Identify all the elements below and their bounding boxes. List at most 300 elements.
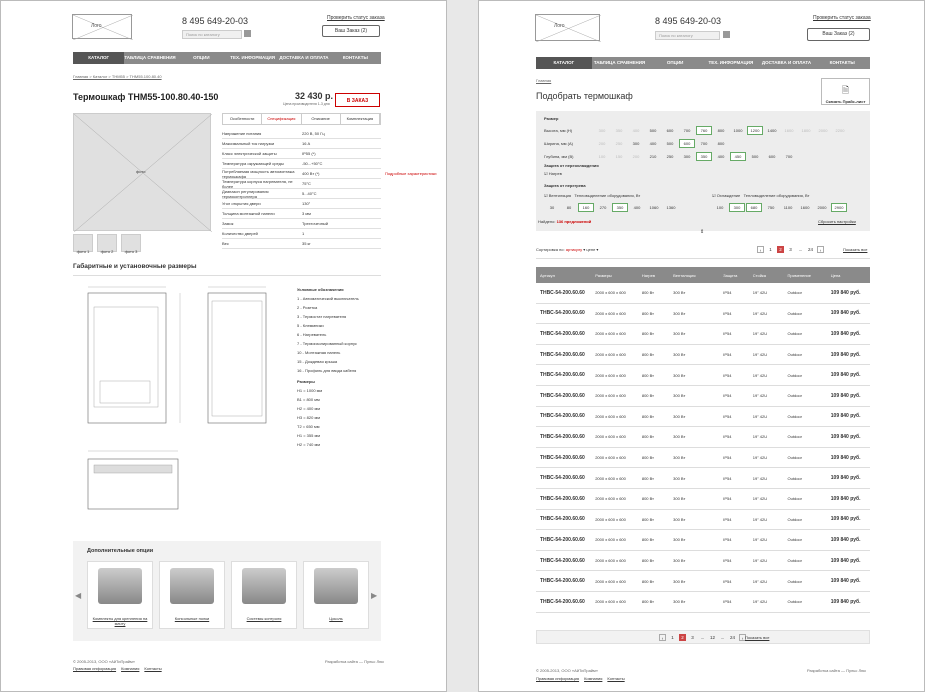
table-row[interactable] [536, 407, 870, 428]
price: 32 430 р. [295, 91, 334, 101]
page-link[interactable]: 2 [679, 634, 686, 641]
option-label: Консольные полки [174, 616, 210, 621]
dim-option[interactable]: 300 [632, 141, 640, 146]
cell: 800 Вт [641, 352, 654, 358]
cell: ТНВС-54-200.60.60 [540, 516, 585, 523]
found-label: Найдено: [538, 219, 556, 224]
cell: 109 840 руб. [830, 392, 861, 399]
spec-value: -50...+50°С [302, 161, 323, 166]
cell: 2000 х 600 х 600 [595, 578, 626, 584]
table-row[interactable] [536, 365, 870, 386]
found-count: 136 предложений [556, 219, 592, 224]
cell: IP54 [723, 290, 732, 296]
column-header[interactable]: Нагрев [641, 272, 655, 278]
cool-option[interactable]: 2000 [817, 205, 827, 210]
search-icon[interactable] [723, 31, 730, 38]
cell: 19" 42U [752, 578, 768, 584]
vent-option[interactable]: 1360 [666, 205, 676, 210]
order-status-link[interactable]: Проверить статус заказа [327, 15, 385, 21]
cell: ТНВС-54-200.60.60 [540, 598, 585, 605]
cell: 2000 х 600 х 600 [595, 475, 626, 481]
vent-option[interactable]: 400 [633, 205, 641, 210]
cell: ТНВС-54-200.60.60 [540, 557, 585, 564]
cell: 109 840 руб. [830, 289, 861, 296]
vent-option[interactable]: 350 [612, 203, 628, 212]
next-arrow-icon[interactable]: ▶ [371, 591, 378, 600]
order-status-link[interactable]: Проверить статус заказа [813, 15, 871, 21]
cell: 2000 х 600 х 600 [595, 434, 626, 440]
dim-option[interactable]: 700 [700, 141, 708, 146]
dim-option[interactable]: 100 [598, 154, 606, 159]
bracket-kit-icon [98, 568, 142, 604]
cart-button[interactable]: Ваш Заказ (2) [807, 28, 870, 41]
cell: 19" 42U [752, 516, 768, 522]
table-row[interactable] [536, 324, 870, 345]
reset-filters-link[interactable]: Сбросить настройки [818, 219, 856, 224]
next-page-icon[interactable]: › [817, 246, 824, 253]
table-row[interactable] [536, 510, 870, 531]
table-header [536, 267, 870, 283]
cell: ТНВС-54-200.60.60 [540, 330, 585, 337]
cell: ТНВС-54-200.60.60 [540, 578, 585, 585]
nav-item[interactable]: ОПЦИИ [666, 60, 684, 65]
cell: 109 840 руб. [830, 413, 861, 420]
footer-link[interactable]: Правовая информация [73, 666, 117, 671]
dim-option[interactable]: 300 [683, 154, 691, 159]
nav-item[interactable]: КОНТАКТЫ [829, 60, 855, 65]
spec-name: Потребляемая мощность автомонтажа термошкафа [222, 168, 295, 179]
product-page [0, 0, 447, 692]
dim-option[interactable]: 800 [717, 128, 725, 133]
table-row[interactable] [536, 571, 870, 592]
table-row[interactable] [536, 304, 870, 325]
logo-text: Лого [554, 23, 565, 29]
cell: IP54 [723, 434, 732, 440]
overheat-label: Защита от перегрева [544, 183, 586, 188]
page-link[interactable]: 12 [709, 635, 715, 640]
vent-option[interactable]: 80 [566, 205, 572, 210]
cell: 2000 х 600 х 600 [595, 496, 626, 502]
dim-row [544, 124, 864, 137]
spec-note[interactable]: Подробные характеристики [385, 171, 437, 176]
logo[interactable] [72, 14, 132, 39]
tab-2[interactable]: Спецификация [262, 114, 301, 124]
size-item: H1 = 355 мм [297, 433, 320, 438]
main-nav [536, 57, 870, 69]
spec-name: Температура корпуса нагревателя, не более [222, 178, 293, 189]
cell: 109 840 руб. [830, 351, 861, 358]
thumb-3[interactable] [121, 234, 141, 252]
cell: 800 Вт [641, 496, 654, 502]
cell: 2000 х 600 х 600 [595, 599, 626, 605]
page-link[interactable]: 2 [777, 246, 784, 253]
footer-link[interactable]: Контакты [144, 666, 162, 671]
cell: Outdoor [787, 310, 802, 316]
page-link[interactable]: 24 [807, 247, 813, 252]
nav-item[interactable]: ДОСТАВКА И ОПЛАТА [279, 55, 329, 60]
spec-name: Угол открытия двери [222, 201, 261, 206]
cell: 300 Вт [673, 310, 686, 316]
size-item: H3 = 820 мм [297, 415, 320, 420]
dim-option[interactable]: 150 [615, 154, 623, 159]
cell: Outdoor [787, 372, 802, 378]
dim-option[interactable]: 1600 [784, 128, 794, 133]
dim-title: Габаритные и установочные размеры [73, 263, 197, 270]
nav-item[interactable]: ДОСТАВКА И ОПЛАТА [761, 60, 812, 65]
logo[interactable] [535, 14, 600, 41]
main-nav [73, 52, 381, 64]
cell: ТНВС-54-200.60.60 [540, 289, 585, 296]
cell: ТНВС-54-200.60.60 [540, 433, 585, 440]
tab-4[interactable]: Комплектация [341, 114, 380, 124]
pagination-bottom-bar [536, 630, 870, 644]
cell: 109 840 руб. [830, 578, 861, 585]
spec-name: Количество дверей [222, 231, 258, 236]
dim-option[interactable]: 600 [768, 154, 776, 159]
cell: 19" 42U [752, 537, 768, 543]
column-header[interactable]: Размеры [595, 272, 612, 278]
legend [297, 285, 382, 449]
cell: 2000 х 600 х 600 [595, 352, 626, 358]
table-row[interactable] [536, 489, 870, 510]
table-row[interactable] [536, 448, 870, 469]
cell: ТНВС-54-200.60.60 [540, 392, 585, 399]
cell: 2000 х 600 х 600 [595, 516, 626, 522]
option-card[interactable] [303, 561, 369, 629]
vent-option[interactable]: 270 [599, 205, 607, 210]
dim-option[interactable]: 450 [730, 152, 746, 161]
spec-row [222, 189, 381, 199]
footer-link[interactable]: Контакты [607, 676, 625, 681]
thumb-1[interactable] [73, 234, 93, 252]
logo-text: Лого [91, 23, 102, 29]
results-table [536, 267, 870, 613]
cell: IP54 [723, 455, 732, 461]
cell: ТНВС-54-200.60.60 [540, 475, 585, 482]
vent-option[interactable]: 30 [549, 205, 555, 210]
page-link[interactable]: 3 [691, 635, 694, 640]
dim-option[interactable]: 600 [679, 139, 695, 148]
spec-row [222, 139, 381, 149]
spec-name: Максимальный ток нагрузки [222, 141, 275, 146]
cell: 300 Вт [673, 455, 686, 461]
cell: IP54 [723, 372, 732, 378]
cell: 109 840 руб. [830, 454, 861, 461]
cell: IP54 [723, 413, 732, 419]
cell: 19" 42U [752, 290, 768, 296]
dim-option[interactable]: 400 [649, 141, 657, 146]
dim-option[interactable]: 2200 [835, 128, 845, 133]
nav-item[interactable]: ТЕХ. ИНФОРМАЦИЯ [708, 60, 754, 65]
column-header[interactable]: Артикул [540, 272, 555, 278]
spec-value: 5...40°С [302, 191, 317, 196]
product-photo[interactable] [73, 113, 211, 231]
cell: IP54 [723, 352, 732, 358]
search-icon[interactable] [244, 30, 251, 37]
dim-option[interactable]: 700 [785, 154, 793, 159]
cooling-checkbox[interactable]: ☑ Охлаждение Тепловыделение оборудования, Вт [712, 193, 810, 198]
spec-name: Класс электрической защиты [222, 151, 277, 156]
table-row[interactable] [536, 551, 870, 572]
overcool-label: Защита от переохлаждения [544, 163, 599, 168]
price-note: Цена производителя 1-3 дня [283, 102, 330, 106]
cell: 800 Вт [641, 578, 654, 584]
dim-row [544, 150, 864, 163]
catalog-page [478, 0, 925, 692]
column-header[interactable]: Защита [723, 272, 738, 278]
vent-option[interactable]: 1060 [649, 205, 659, 210]
table-row[interactable] [536, 530, 870, 551]
spec-name: Напряжение питания [222, 131, 262, 136]
cell: Outdoor [787, 558, 802, 564]
cell: 800 Вт [641, 290, 654, 296]
legend-item: 15 - Дождевая крыша [297, 359, 338, 364]
developer-credit[interactable]: Разработка сайта — Пульс Люс [325, 659, 385, 664]
spec-tabs [222, 113, 381, 125]
photo-label: фото [136, 169, 146, 174]
cool-option[interactable]: 1100 [783, 205, 793, 210]
price-list-button[interactable] [821, 78, 870, 105]
cell: ТНВС-54-200.60.60 [540, 536, 585, 543]
cell: 800 Вт [641, 413, 654, 419]
spec-value: 130° [302, 201, 311, 206]
tab-1[interactable]: Особенности [223, 114, 262, 124]
thumb-label: фото 2 [100, 249, 114, 254]
table-row[interactable] [536, 345, 870, 366]
page-link: ... [720, 635, 725, 640]
legend-item: 5 - Клеммники [297, 323, 324, 328]
cell: 19" 42U [752, 331, 768, 337]
cell: 19" 42U [752, 599, 768, 605]
options-title: Дополнительные опции [87, 548, 154, 554]
legend-item: 16 - Профиль для ввода кабеля [297, 368, 357, 373]
nav-item[interactable]: КОНТАКТЫ [342, 55, 368, 60]
dim-option[interactable]: 700 [683, 128, 691, 133]
spec-row [222, 229, 381, 239]
spec-value: Трехточечный [302, 221, 329, 226]
dim-option[interactable]: 250 [615, 141, 623, 146]
dim-option[interactable]: 350 [696, 152, 712, 161]
prev-page-icon[interactable]: ‹ [757, 246, 764, 253]
cell: 109 840 руб. [830, 536, 861, 543]
cell: 19" 42U [752, 352, 768, 358]
plinth-icon [314, 568, 358, 604]
spec-row [222, 129, 381, 139]
ventilation-checkbox[interactable]: ☑ Вентиляция Тепловыделение оборудования, Вт [544, 193, 641, 198]
dim-option[interactable]: 760 [696, 126, 712, 135]
cell: 109 840 руб. [830, 310, 861, 317]
search-input[interactable]: Поиск по каталогу [655, 31, 720, 40]
table-row[interactable] [536, 283, 870, 304]
thumb-2[interactable] [97, 234, 117, 252]
nav-item[interactable]: ТЕХ. ИНФОРМАЦИЯ [230, 55, 276, 60]
cool-option[interactable]: 100 [716, 205, 724, 210]
sort-by-price[interactable]: цене [586, 247, 596, 252]
cell: 800 Вт [641, 372, 654, 378]
page-link[interactable]: 1 [769, 247, 772, 252]
option-card[interactable] [231, 561, 297, 629]
cell: 2000 х 600 х 600 [595, 393, 626, 399]
spec-value: 1 [302, 231, 305, 236]
nav-item[interactable]: ОПЦИИ [193, 55, 210, 60]
cart-button[interactable]: Ваш Заказ (2) [322, 25, 380, 37]
cell: Outdoor [787, 516, 802, 522]
spec-value: 16 А [302, 141, 311, 146]
sort-by-sku[interactable]: артикулу [565, 247, 583, 252]
tab-3[interactable]: Описание [302, 114, 341, 124]
search-input[interactable]: Поиск по каталогу [182, 30, 242, 39]
page-link[interactable]: 3 [789, 247, 792, 252]
spec-table [222, 129, 381, 249]
dim-option[interactable]: 250 [666, 154, 674, 159]
column-header[interactable]: Цена [830, 272, 841, 278]
heating-checkbox[interactable]: ☑ Нагрев [544, 171, 562, 176]
dim-option[interactable]: 500 [666, 141, 674, 146]
dim-option[interactable]: 1800 [801, 128, 811, 133]
dim-option[interactable]: 500 [751, 154, 759, 159]
cool-option[interactable]: 300 [729, 203, 745, 212]
dim-option[interactable]: 500 [649, 128, 657, 133]
table-row[interactable] [536, 427, 870, 448]
developer-credit[interactable]: Разработка сайта — Пульс Люс [807, 668, 867, 673]
dim-option[interactable]: 600 [666, 128, 674, 133]
dim-option[interactable]: 200 [598, 141, 606, 146]
table-row[interactable] [536, 468, 870, 489]
column-header[interactable]: Стойка [752, 272, 766, 278]
cell: 19" 42U [752, 413, 768, 419]
legend-item: 6 - Нагреватель [297, 332, 327, 337]
cell: 19" 42U [752, 475, 768, 481]
prev-arrow-icon[interactable]: ◀ [75, 591, 82, 600]
legend-item: 7 - Термоизолированный корпус [297, 341, 357, 346]
dim-option[interactable]: 1200 [747, 126, 763, 135]
cell: 2000 х 600 х 600 [595, 455, 626, 461]
page-title: Термошкаф ТНМ55-100.80.40-150 [73, 92, 219, 102]
cell: 109 840 руб. [830, 495, 861, 502]
option-label: Цоколь [329, 616, 343, 621]
option-card[interactable] [159, 561, 225, 629]
divider [536, 258, 870, 259]
dim-option[interactable]: 400 [717, 154, 725, 159]
prev-page-icon[interactable]: ‹ [659, 634, 666, 641]
size-item: H2 = 400 мм [297, 406, 320, 411]
cell: 800 Вт [641, 434, 654, 440]
nav-item[interactable]: КАТАЛОГ [536, 57, 592, 69]
cell: 2000 х 600 х 600 [595, 310, 626, 316]
size-item: H1 = 1000 мм [297, 388, 323, 393]
spec-row [222, 219, 381, 229]
footer-link[interactable]: Правовая информация [536, 676, 580, 681]
cell: 800 Вт [641, 331, 654, 337]
dim-option[interactable]: 200 [632, 154, 640, 159]
cell: 800 Вт [641, 516, 654, 522]
nav-item[interactable]: ТАБЛИЦА СРАВНЕНИЯ [124, 55, 176, 60]
cell: 300 Вт [673, 290, 686, 296]
dim-option[interactable]: 1000 [733, 128, 743, 133]
price-list-label: Скачать Прайс-лист [825, 99, 866, 104]
cool-option[interactable]: 1600 [800, 205, 810, 210]
vent-option[interactable]: 160 [578, 203, 594, 212]
cell: 109 840 руб. [830, 330, 861, 337]
cell: Outdoor [787, 578, 802, 584]
cell: ТНВС-54-200.60.60 [540, 454, 585, 461]
breadcrumb[interactable]: Главная [536, 78, 552, 83]
cell: 109 840 руб. [830, 598, 861, 605]
sort-bar: Сортировка по: артикулу ▾ цене ▾ [536, 247, 599, 252]
spec-name: Вес [222, 241, 229, 246]
cool-option[interactable]: 2900 [831, 203, 847, 212]
add-to-order-button[interactable]: В ЗАКАЗ [335, 93, 380, 107]
next-page-icon[interactable]: › [739, 634, 746, 641]
cell: ТНВС-54-200.60.60 [540, 495, 585, 502]
spec-row [222, 159, 381, 169]
column-header[interactable]: Вентиляция [673, 272, 696, 278]
dim-option[interactable]: 1400 [767, 128, 777, 133]
cell: 800 Вт [641, 393, 654, 399]
spec-row [222, 179, 381, 189]
phone: 8 495 649-20-03 [182, 16, 249, 26]
cell: 300 Вт [673, 475, 686, 481]
dim-option[interactable]: 2000 [818, 128, 828, 133]
footer-link[interactable]: Компания [121, 666, 140, 671]
cell: 800 Вт [641, 455, 654, 461]
dim-option[interactable]: 400 [632, 128, 640, 133]
breadcrumb[interactable]: Главная > Каталог > ТНМ55 > ТНМ55.100.80.40 [73, 74, 162, 79]
column-header[interactable]: Применение [787, 272, 811, 278]
nav-item[interactable]: КАТАЛОГ [73, 52, 124, 64]
legend-item: 10 - Монтажная панель [297, 350, 341, 355]
thumb-label: фото 3 [124, 249, 138, 254]
collapse-filter-icon[interactable]: ⇕ [700, 229, 705, 235]
page-link[interactable]: 24 [729, 635, 735, 640]
spec-name: Температура окружающей среды [222, 161, 284, 166]
cell: IP54 [723, 310, 732, 316]
cell: 300 Вт [673, 352, 686, 358]
cell: Outdoor [787, 352, 802, 358]
legend-item: 2 - Розетка [297, 305, 318, 310]
dim-option[interactable]: 210 [649, 154, 657, 159]
table-row[interactable] [536, 592, 870, 613]
cool-option[interactable]: 750 [767, 205, 775, 210]
dim-option[interactable]: 300 [598, 128, 606, 133]
cell: 2000 х 600 х 600 [595, 372, 626, 378]
nav-item[interactable]: ТАБЛИЦА СРАВНЕНИЯ [593, 60, 646, 65]
show-all-link-bottom[interactable]: Показать все [745, 635, 770, 640]
cell: 19" 42U [752, 310, 768, 316]
spec-value: 220 В, 50 Гц [302, 131, 325, 136]
spec-row [222, 169, 381, 179]
cell: 109 840 руб. [830, 516, 861, 523]
show-all-link[interactable]: Показать все [843, 247, 868, 252]
page-title: Подобрать термошкаф [536, 91, 633, 101]
cell: 800 Вт [641, 310, 654, 316]
cool-option[interactable]: 680 [746, 203, 762, 212]
found-summary [538, 219, 591, 224]
cell: 2000 х 600 х 600 [595, 290, 626, 296]
dimension-drawing [76, 281, 286, 521]
size-item: T2 = 650 мм [297, 424, 320, 429]
dim-option[interactable]: 800 [717, 141, 725, 146]
option-label: Комплекты для крепления на мачту [92, 616, 148, 626]
option-card[interactable] [87, 561, 153, 629]
table-row[interactable] [536, 386, 870, 407]
page-link[interactable]: 1 [671, 635, 674, 640]
cell: 2000 х 600 х 600 [595, 413, 626, 419]
dim-option[interactable]: 350 [615, 128, 623, 133]
footer-link[interactable]: Компания [584, 676, 603, 681]
pagination-bottom [659, 634, 746, 641]
cell: 300 Вт [673, 434, 686, 440]
